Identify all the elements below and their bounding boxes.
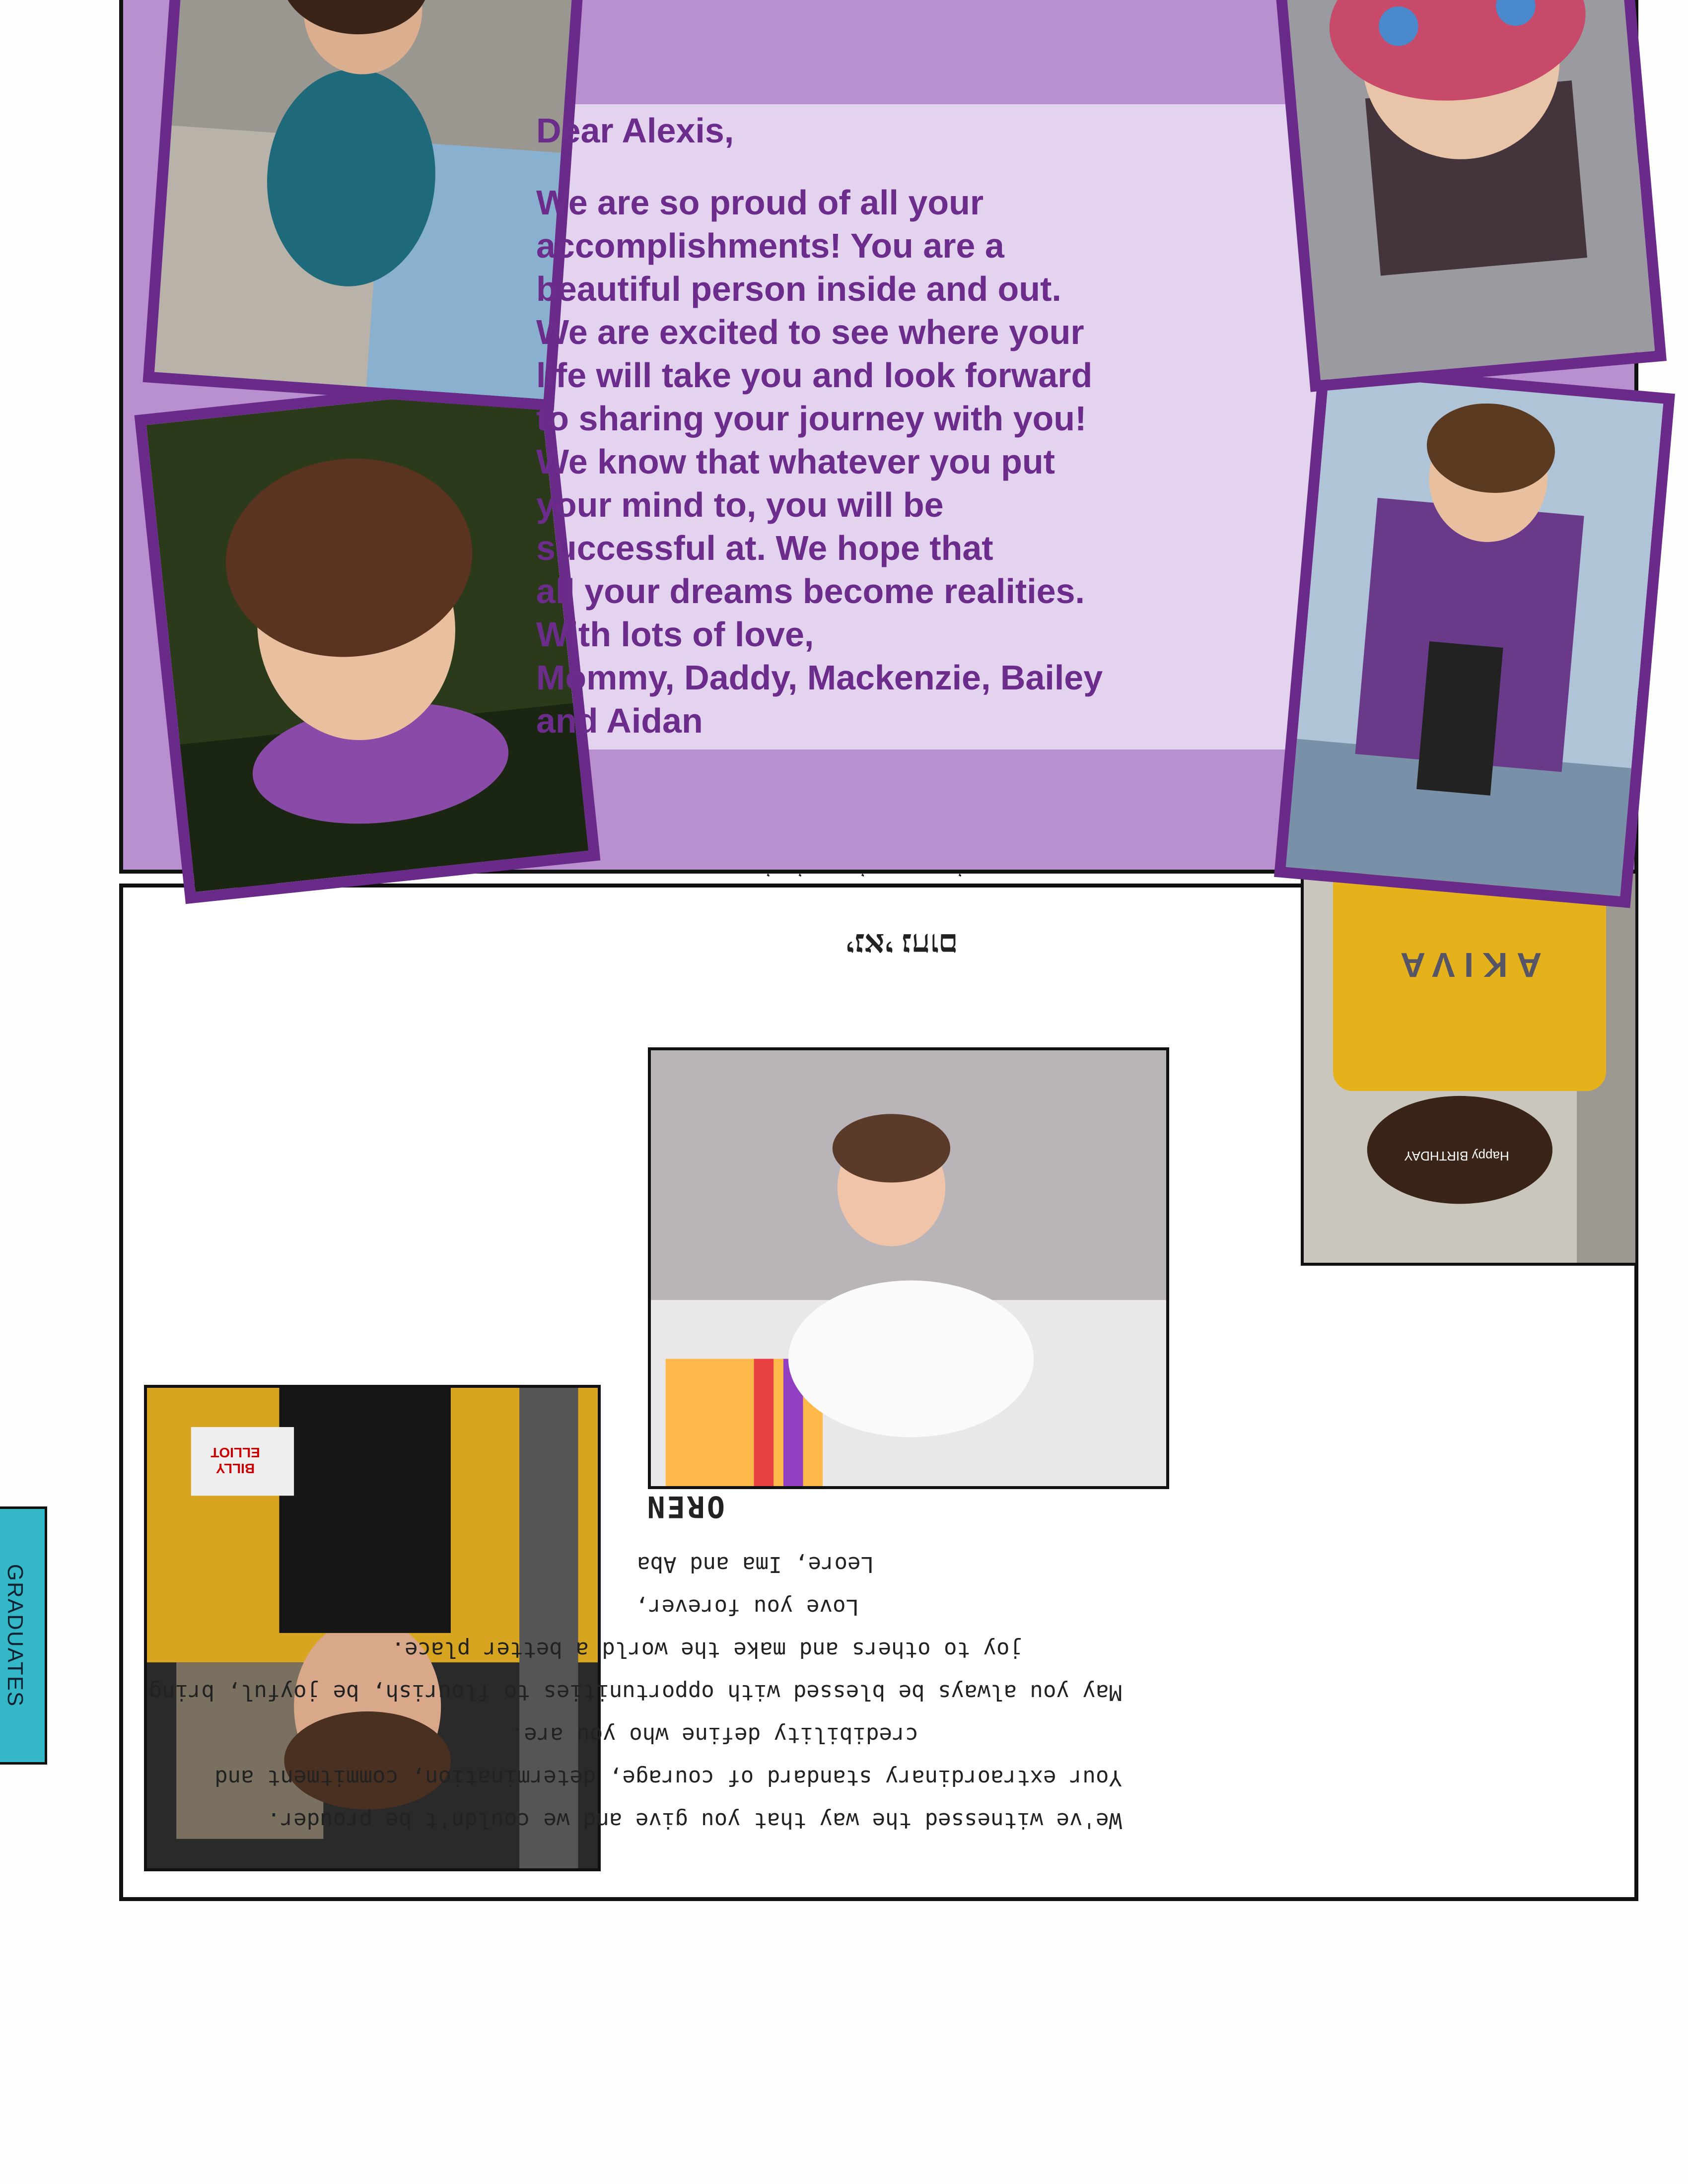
oren-message-line: May you always be blessed with opportunities to flourish, be joyful, bring (148, 1680, 1122, 1705)
alexis-photo-girl-outdoors (143, 0, 587, 411)
alexis-message-line: all your dreams become realities. (536, 572, 1085, 611)
alexis-photo-toddler-cake (1274, 363, 1675, 908)
alexis-message-line: to sharing your journey with you! (536, 399, 1087, 438)
alexis-message-line: your mind to, you will be (536, 485, 944, 524)
alexis-closing-line: Mommy, Daddy, Mackenzie, Bailey (536, 658, 1103, 697)
alexis-greeting: Dear Alexis, (536, 111, 734, 150)
oren-message-line: joy to others and make the world a better place. (391, 1637, 1023, 1662)
alexis-photo-child-floral (1272, 0, 1667, 392)
oren-message-line: Your extraordinary standard of courage, determination, commitment and (214, 1765, 1122, 1790)
oren-heading: OREN (645, 1489, 725, 1524)
alexis-message-line: accomplishments! You are a (536, 226, 1004, 265)
alexis-message-line: life will take you and look forward (536, 356, 1093, 395)
oren-message (99, 1543, 1192, 1842)
alexis-message-line: beautiful person inside and out. (536, 270, 1061, 308)
oren-message-line: credibility define who you are. (510, 1722, 918, 1748)
alexis-photo-girl-smiling (135, 372, 601, 904)
oren-photo-toddler (648, 1047, 1169, 1489)
billy-elliot-sign: BILLY ELLIOT (211, 1445, 260, 1476)
oren-hebrew-name: ינאי נחום (845, 927, 958, 962)
cake-text: Happy BIRTHDAY (1404, 1149, 1509, 1163)
alexis-closing-line: and Aidan (536, 701, 703, 740)
section-tab-label: GRADUATES (3, 1564, 27, 1707)
alexis-closing-line: With lots of love, (536, 615, 814, 654)
alexis-message-line: successful at. We hope that (536, 529, 993, 567)
oren-message-line: Love you forever, (635, 1594, 859, 1620)
alexis-message-line: We are excited to see where your (536, 313, 1084, 351)
section-tab (0, 1506, 47, 1765)
shirt-text: AKIVA (1391, 946, 1542, 984)
alexis-message-line: We know that whatever you put (536, 442, 1055, 481)
oren-message-line: Leore, Ima and Aba (637, 1552, 874, 1577)
alexis-message (536, 109, 1311, 745)
alexis-message-line: We are so proud of all your (536, 183, 984, 222)
oren-message-line: We've witnessed the way that you give and we couldn't be prouder. (267, 1808, 1122, 1833)
